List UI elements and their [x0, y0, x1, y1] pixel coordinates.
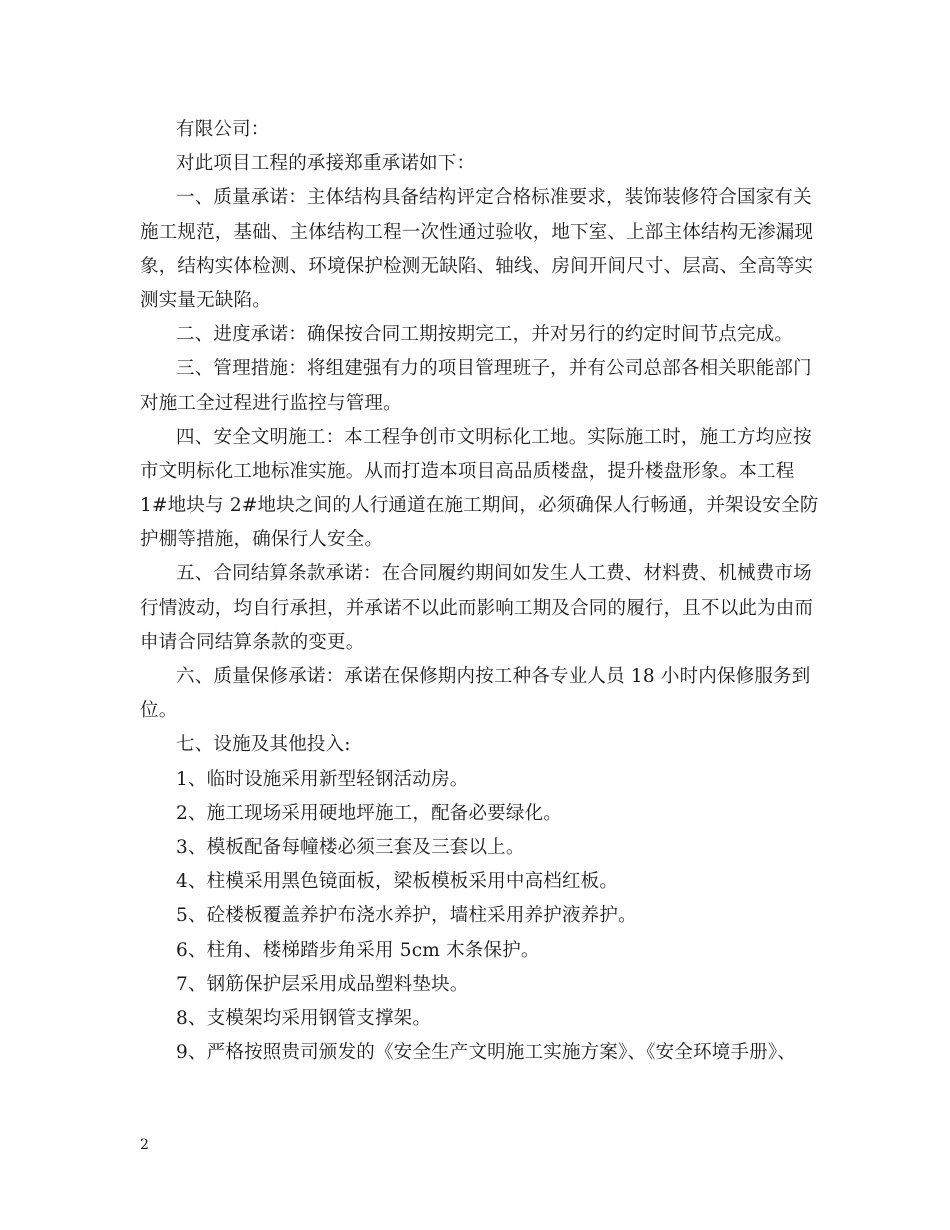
- text-line: 有限公司：: [176, 119, 270, 140]
- text-line: 施工规范，基础、主体结构工程一次性通过验收，地下室、上部主体结构无渗漏现: [140, 221, 814, 243]
- text-line: 1#地块与 2#地块之间的人行通道在施工期间，必须确保人行畅通，并架设安全防: [140, 495, 819, 517]
- text-line: 对施工全过程进行监控与管理。: [140, 392, 402, 414]
- text-line: 5、砼楼板覆盖养护布浇水养护，墙柱采用养护液养护。: [176, 905, 637, 927]
- text-line: 对此项目工程的承接郑重承诺如下：: [176, 153, 476, 175]
- text-line: 1、临时设施采用新型轻钢活动房。: [176, 768, 469, 790]
- text-line: 二、进度承诺：确保按合同工期按期完工，并对另行的约定时间节点完成。: [176, 324, 794, 346]
- text-line: 行情波动，均自行承担，并承诺不以此而影响工期及合同的履行，且不以此为由而: [140, 597, 814, 619]
- text-line: 七、设施及其他投入:: [176, 734, 351, 756]
- text-line: 9、严格按照贵司颁发的《安全生产文明施工实施方案》、《安全环境手册》、: [176, 1042, 797, 1064]
- text-line: 六、质量保修承诺：承诺在保修期内按工种各专业人员 18 小时内保修服务到: [176, 666, 811, 687]
- document-body: [140, 113, 820, 1070]
- text-line: 四、安全文明施工：本工程争创市文明标化工地。实际施工时，施工方均应按: [176, 426, 812, 448]
- text-line: 三、管理措施：将组建强有力的项目管理班子，并有公司总部各相关职能部门: [176, 358, 812, 380]
- text-line: 象，结构实体检测、环境保护检测无缺陷、轴线、房间开间尺寸、层高、全高等实: [140, 255, 814, 277]
- text-line: 4、柱模采用黑色镜面板，梁板模板采用中高档红板。: [176, 871, 619, 893]
- text-line: 申请合同结算条款的变更。: [140, 631, 365, 653]
- text-line: 8、支模架均采用钢管支撑架。: [176, 1007, 432, 1029]
- text-line: 一、质量承诺：主体结构具备结构评定合格标准要求，装饰装修符合国家有关: [176, 187, 812, 209]
- page-number: 2: [140, 1137, 149, 1153]
- text-line: 3、模板配备每幢楼必须三套及三套以上。: [176, 836, 525, 858]
- text-line: 市文明标化工地标准实施。从而打造本项目高品质楼盘，提升楼盘形象。本工程: [140, 460, 795, 482]
- text-line: 五、合同结算条款承诺：在合同履约期间如发生人工费、材料费、机械费市场: [176, 563, 812, 585]
- text-line: 位。: [140, 700, 178, 722]
- text-line: 测实量无缺陷。: [140, 289, 271, 311]
- text-line: 6、柱角、楼梯踏步角采用 5cm 木条保护。: [176, 939, 540, 961]
- text-line: 护棚等措施，确保行人安全。: [140, 529, 384, 551]
- text-line: 2、施工现场采用硬地坪施工，配备必要绿化。: [176, 802, 562, 824]
- text-line: 7、钢筋保护层采用成品塑料垫块。: [176, 973, 469, 995]
